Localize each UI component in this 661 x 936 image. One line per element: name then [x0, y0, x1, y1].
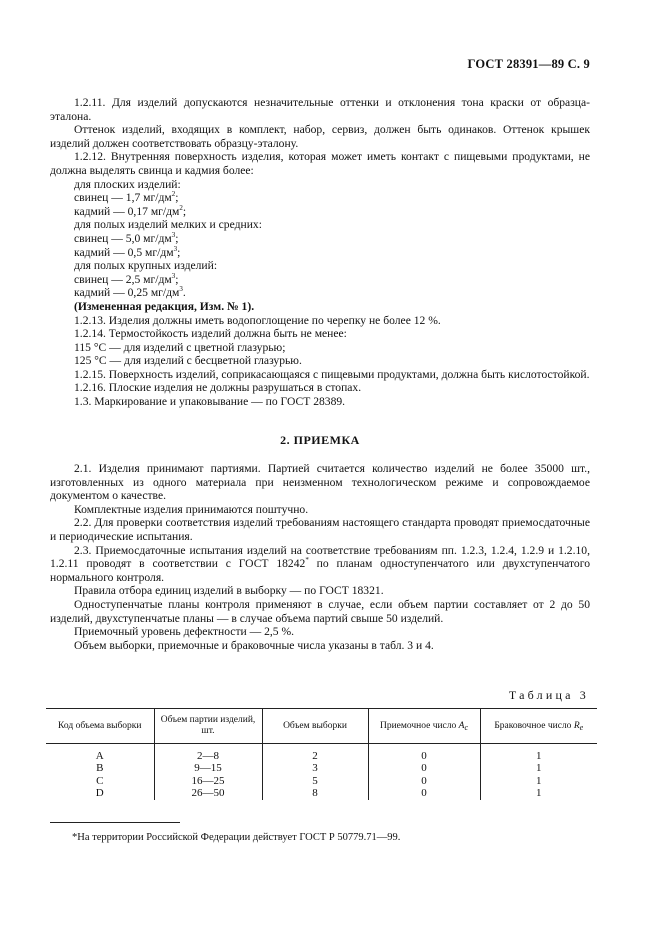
cell-reject: 1 [480, 744, 597, 763]
cell-lot: 9—15 [154, 762, 262, 774]
flat-items-title: для плоских изделий: [74, 177, 181, 191]
paragraph-1-2-15: 1.2.15. Поверхность изделий, соприкасающаяся с пищевыми продуктами, должна быть кислотостойкой. [74, 367, 590, 381]
section-2-title: 2. ПРИЕМКА [280, 433, 360, 447]
large-cadmium-limit: кадмий — 0,25 $мг/дм^3$. [74, 285, 186, 300]
cell-sample: 3 [262, 762, 368, 774]
header-sample: Объем выборки [262, 709, 368, 744]
cell-lot: 16—25 [154, 775, 262, 787]
table-row [46, 762, 597, 774]
section-2-text [50, 462, 590, 652]
cell-reject: 1 [480, 775, 597, 787]
cell-code: B [96, 762, 104, 775]
cell-lot: 2—8 [154, 744, 262, 763]
cell-accept: 0 [368, 787, 480, 799]
small-lead-limit: свинец — 5,0 $мг/дм^3$; [74, 230, 179, 245]
paragraph-1-2-16: 1.2.16. Плоские изделия не должны разрушаться в стопах. [74, 381, 362, 395]
table-header-row [46, 709, 597, 744]
table-3 [46, 708, 597, 800]
paragraph-1-3: 1.3. Маркирование и упаковывание — по ГОСТ 28389. [74, 395, 346, 409]
temp-115: 115 °С — для изделий с цветной глазурью; [74, 340, 286, 354]
paragraph-1-2-13: 1.2.13. Изделия должны иметь водопоглощение по черепку не более 12 %. [74, 313, 441, 327]
paragraph-2-2: 2.2. Для проверки соответствия изделий требованиям настоящего стандарта проводят приемосдаточные и периодические испытания. [50, 516, 590, 543]
table-row [46, 787, 597, 799]
paragraph-1-2-12: 1.2.12. Внутренняя поверхность изделия, которая может иметь контакт с пищевыми продуктами, не должна выделять свинца и кадмия более: [50, 150, 590, 177]
large-items-title: для полых крупных изделий: [74, 259, 218, 273]
cell-code: C [96, 774, 104, 787]
paragraph-2-3-f: Объем выборки, приемочные и браковочные числа указаны в табл. 3 и 4. [74, 638, 434, 652]
paragraph-1-2-14: 1.2.14. Термостойкость изделий должна быть не менее: [74, 327, 347, 341]
table-row [46, 744, 597, 763]
header-lot: Объем партии изделий, шт. [154, 709, 262, 744]
section-1-text [50, 96, 590, 409]
header-code: Код объема выборки [46, 709, 154, 744]
paragraph-2-1: 2.1. Изделия принимают партиями. Партией считается количество изделий не более 35000 шт., изготовленных из одного материала при неизменном технологическом режиме и сопровождаемое документом о качестве. [50, 462, 590, 503]
cell-reject: 1 [480, 787, 597, 799]
cell-sample: 5 [262, 775, 368, 787]
cell-sample: 2 [262, 744, 368, 763]
small-items-title: для полых изделий мелких и средних: [74, 218, 262, 232]
cell-code: D [95, 787, 104, 800]
paragraph-2-1-b: Комплектные изделия принимаются поштучно. [74, 502, 309, 516]
small-cadmium-limit: кадмий — 0,5 $мг/дм^3$; [74, 244, 181, 259]
footnote-divider [50, 822, 180, 823]
cell-accept: 0 [368, 762, 480, 774]
header-accept: Приемочное число $A_c$ [368, 709, 480, 744]
paragraph-2-3-c: Правила отбора единиц изделий в выборку — по ГОСТ 18321. [74, 584, 384, 598]
cell-sample: 8 [262, 787, 368, 799]
paragraph-2-3-e: Приемочный уровень дефектности — 2,5 %. [74, 625, 295, 639]
flat-cadmium-limit: кадмий — 0,17 $мг/дм^2$; [74, 203, 187, 218]
amendment-note: (Измененная редакция, Изм. № 1). [74, 299, 255, 313]
temp-125: 125 °С — для изделий с бесцветной глазурью. [74, 354, 302, 368]
flat-lead-limit: свинец — 1,7 $мг/дм^2$; [74, 190, 179, 205]
table-3-caption: Таблица 3 [508, 688, 589, 702]
cell-lot: 26—50 [154, 787, 262, 799]
paragraph-2-3-d: Одноступенчатые планы контроля применяют в случае, если объем партии составляет от 2 до 50 изделий, двухступенчатые планы — в случае объема партий свыше 50 изделий. [50, 597, 590, 625]
cell-accept: 0 [368, 744, 480, 763]
cell-reject: 1 [480, 762, 597, 774]
paragraph-2-3: 2.3. Приемосдаточные испытания изделий на соответствие требованиям пп. 1.2.3, 1.2.4, 1.2.9 и 1.2.10, 1.2.11 проводят в соответствии с ГОСТ 18242* по планам одноступенчатого или двухступенчатого нормального контроля. [50, 543, 590, 584]
paragraph-1-2-11-b: Оттенок изделий, входящих в комплект, набор, сервиз, должен быть одинаков. Оттенок крышек изделий должен соответствовать образцу-эталону. [50, 123, 590, 150]
large-lead-limit: свинец — 2,5 $мг/дм^3$; [74, 271, 179, 286]
footnote: *На территории Российской Федерации действует ГОСТ Р 50779.71—99. [72, 832, 401, 843]
cell-code: A [95, 750, 104, 762]
table-row [46, 775, 597, 787]
cell-accept: 0 [368, 775, 480, 787]
page-header: ГОСТ 28391—89 С. 9 [467, 57, 590, 71]
paragraph-1-2-11: 1.2.11. Для изделий допускаются незначительные оттенки и отклонения тона краски от образца-эталона. [50, 96, 590, 123]
header-reject: Браковочное число $R_e$ [480, 709, 597, 744]
